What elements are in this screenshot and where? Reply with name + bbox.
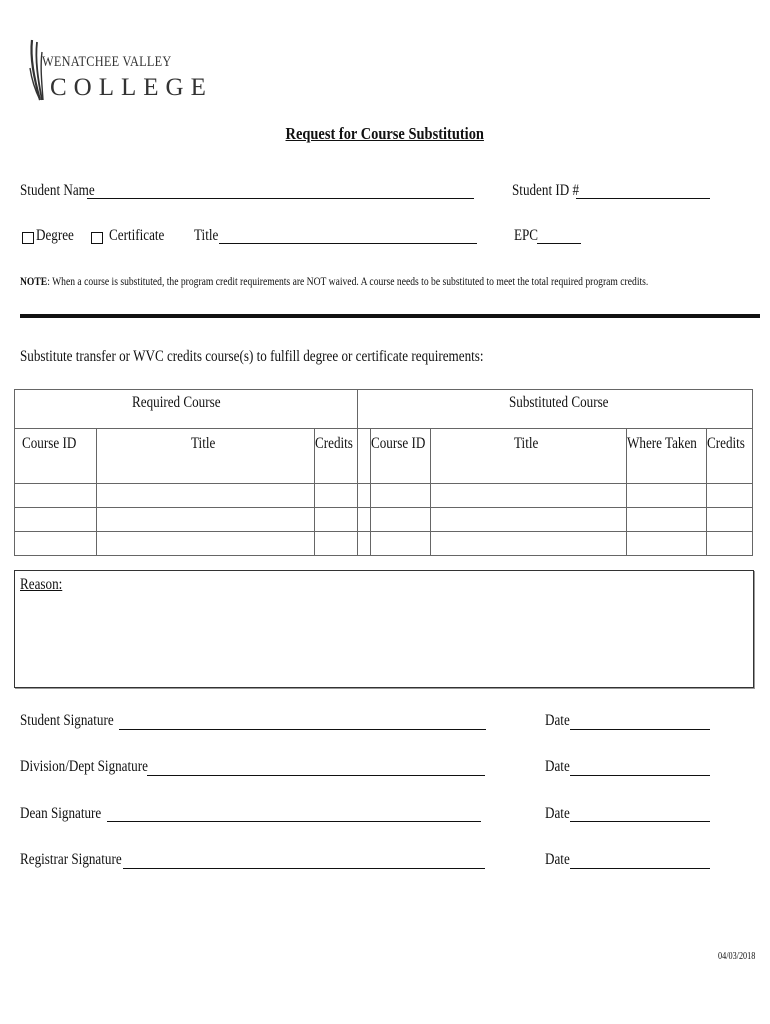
logo-line2: COLLEGE (50, 74, 213, 101)
substitute-instruction: Substitute transfer or WVC credits course(s) to fulfill degree or certificate requirements: (20, 348, 484, 365)
reason-textarea[interactable] (14, 570, 754, 688)
student-id-field[interactable] (576, 198, 710, 199)
table-row (15, 532, 753, 556)
table-row (15, 484, 753, 508)
date-label: Date (545, 758, 570, 775)
epc-label: EPC (514, 227, 539, 244)
note-text: NOTE: When a course is substituted, the program credit requirements are NOT waived. A course needs to be substituted to meet the total required program credits. (20, 274, 649, 288)
certificate-label: Certificate (109, 227, 165, 244)
col-title: Title (97, 429, 315, 484)
col-sub-credits: Credits (707, 429, 753, 484)
student-signature-field[interactable] (119, 729, 486, 730)
division-signature-field[interactable] (147, 775, 485, 776)
date-label: Date (545, 805, 570, 822)
student-name-field[interactable] (87, 198, 474, 199)
logo-line1: WENATCHEE VALLEY (42, 54, 172, 70)
student-id-label: Student ID # (512, 182, 580, 199)
dean-signature-label: Dean Signature (20, 805, 102, 822)
page-title: Request for Course Substitution (285, 124, 485, 143)
revision-date: 04/03/2018 (718, 951, 756, 962)
required-course-header: Required Course (15, 390, 358, 429)
dean-date-field[interactable] (570, 821, 710, 822)
dean-signature-field[interactable] (107, 821, 481, 822)
registrar-signature-field[interactable] (123, 868, 485, 869)
degree-label: Degree (36, 227, 74, 244)
date-label: Date (545, 851, 570, 868)
certificate-checkbox[interactable] (91, 229, 103, 247)
reason-label: Reason: (20, 576, 63, 593)
student-signature-label: Student Signature (20, 712, 114, 729)
table-row (15, 508, 753, 532)
col-where-taken: Where Taken (627, 429, 707, 484)
registrar-signature-label: Registrar Signature (20, 851, 122, 868)
degree-checkbox[interactable] (22, 229, 34, 247)
title-label: Title (194, 227, 219, 244)
epc-field[interactable] (537, 243, 581, 244)
date-label: Date (545, 712, 570, 729)
section-divider (20, 314, 760, 318)
col-course-id: Course ID (15, 429, 97, 484)
college-logo (28, 38, 213, 104)
title-field[interactable] (219, 243, 477, 244)
registrar-date-field[interactable] (570, 868, 710, 869)
student-date-field[interactable] (570, 729, 710, 730)
course-substitution-table (14, 389, 753, 556)
col-sub-course-id: Course ID (371, 429, 431, 484)
division-signature-label: Division/Dept Signature (20, 758, 148, 775)
division-date-field[interactable] (570, 775, 710, 776)
col-sub-title: Title (431, 429, 627, 484)
col-credits: Credits (315, 429, 358, 484)
student-name-label: Student Name (20, 182, 95, 199)
substituted-course-header: Substituted Course (358, 390, 753, 429)
